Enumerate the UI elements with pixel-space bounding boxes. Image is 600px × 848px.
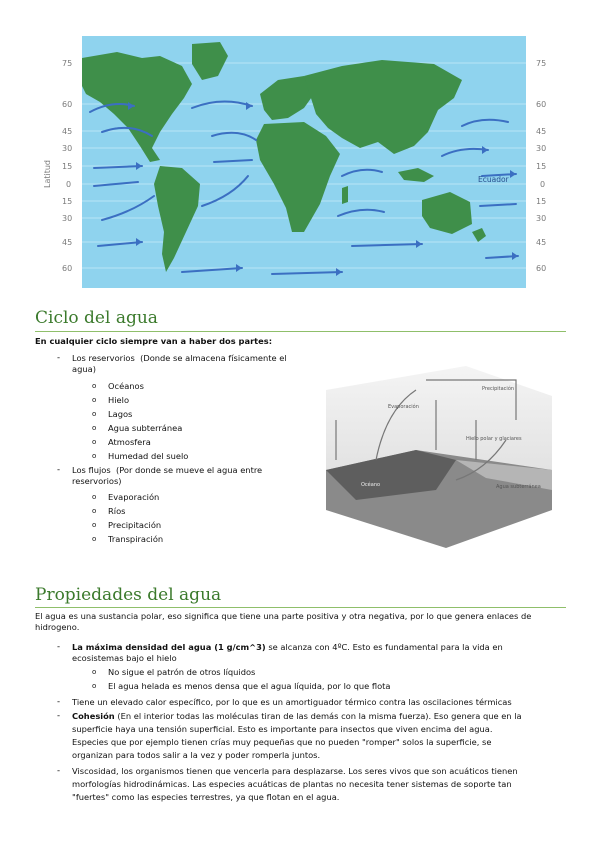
circle-bullet: o [92, 521, 97, 529]
water-cycle-illustration [316, 360, 552, 548]
flujo-item: Ríos [108, 506, 126, 516]
evaporacion-label: Evaporación [388, 404, 419, 410]
hielo-label: Hielo polar y glaciares [466, 436, 522, 442]
lat-left-label: 45 [62, 127, 73, 136]
lat-labels-left [62, 59, 72, 273]
densidad-line2: ecosistemas bajo el hielo [72, 653, 177, 663]
lat-left-label: 45 [62, 238, 73, 247]
circle-bullet: o [92, 493, 97, 501]
densidad-bold: La máxima densidad del agua (1 g/cm^3) [72, 642, 266, 652]
equator-label: Ecuador [478, 175, 509, 184]
lat-right-label: 75 [536, 59, 547, 68]
reservorios-item [72, 353, 310, 375]
reservorio-item: Hielo [108, 395, 130, 405]
lat-right-label: 30 [536, 214, 547, 223]
dash-bullet: - [57, 353, 61, 363]
lat-left-label: 60 [62, 100, 73, 109]
circle-bullet: o [92, 668, 97, 676]
densidad-rest: se alcanza con 4ºC. Esto es fundamental para la vida en [268, 642, 503, 652]
reservorio-item: Humedad del suelo [108, 451, 189, 461]
ocean-currents-map [42, 36, 566, 288]
agua-subterranea-label: Agua subterránea [496, 484, 541, 490]
reservorio-item: Lagos [108, 409, 133, 419]
circle-bullet: o [92, 382, 97, 390]
lat-labels-right [536, 59, 546, 273]
lat-right-label: 45 [536, 238, 547, 247]
propiedades-divider [35, 607, 566, 608]
densidad-sub2: El agua helada es menos densa que el agua líquida, por lo que flota [108, 681, 391, 691]
ciclo-divider [35, 331, 566, 332]
propiedades-intro-1: El agua es una sustancia polar, eso significa que tiene una parte positiva y otra negativa, por lo que genera enlaces de [35, 611, 532, 621]
reservorios-label: Los reservorios [72, 353, 135, 363]
lat-left-label: 30 [62, 214, 73, 223]
oceano-label: Océano [361, 482, 381, 488]
reservorio-item: Océanos [108, 381, 144, 391]
flujos-item [72, 465, 292, 487]
lat-left-label: 15 [62, 162, 73, 171]
viscosidad-line2: morfologías hidrodinámicas. Las especies acuáticas de plantas no necesita tener sistemas de soporte tan [72, 779, 512, 789]
lat-left-label: 15 [62, 197, 73, 206]
lat-right-label: 15 [536, 162, 547, 171]
lat-left-label: 60 [62, 264, 73, 273]
lat-right-label: 60 [536, 264, 547, 273]
viscosidad-line1: Viscosidad, los organismos tienen que vencerla para desplazarse. Los seres vivos que son acuáticos tienen [72, 766, 518, 776]
circle-bullet: o [92, 410, 97, 418]
densidad-sub1: No sigue el patrón de otros líquidos [108, 667, 256, 677]
lat-right-label: 30 [536, 144, 547, 153]
cohesion-line2: superficie haya una tensión superficial. Esto es importante para insectos que viven encima del agua. [72, 724, 493, 734]
reservorios-note: (Donde se almacena físicamente el agua) [72, 353, 287, 374]
viscosidad-line3: "fuertes" como las especies terrestres, ya que flotan en el agua. [72, 792, 340, 802]
reservorio-item: Agua subterránea [108, 423, 183, 433]
lat-right-label: 45 [536, 127, 547, 136]
calor-item: Tiene un elevado calor específico, por lo que es un amortiguador térmico contra las oscilaciones térmicas [72, 697, 512, 707]
propiedades-heading: Propiedades del agua [35, 585, 222, 605]
reservorio-item: Atmosfera [108, 437, 151, 447]
lat-left-label: 75 [62, 59, 73, 68]
cohesion-rest: (En el interior todas las moléculas tiran de las demás con la misma fuerza). Eso genera que en la [117, 711, 522, 721]
flujo-item: Precipitación [108, 520, 162, 530]
flujos-note: (Por donde se mueve el agua entre reservorios) [72, 465, 263, 486]
lat-left-label: 0 [66, 180, 72, 189]
circle-bullet: o [92, 438, 97, 446]
cohesion-line3: Especies que por ejemplo tienen crías muy pequeñas que no pueden "romper" solos la superficie, se [72, 737, 492, 747]
dash-bullet: - [57, 711, 61, 721]
dash-bullet: - [57, 465, 61, 475]
lat-right-label: 0 [540, 180, 546, 189]
madagascar [342, 186, 348, 204]
cohesion-line4: organizan para todos salir a la vez y poder romperla juntos. [72, 750, 321, 760]
circle-bullet: o [92, 424, 97, 432]
propiedades-intro-2: hidrogeno. [35, 622, 80, 632]
lat-right-label: 60 [536, 100, 547, 109]
circle-bullet: o [92, 396, 97, 404]
circle-bullet: o [92, 682, 97, 690]
lat-right-label: 15 [536, 197, 547, 206]
latitude-axis-label: Latitud [43, 159, 52, 188]
dash-bullet: - [57, 766, 61, 776]
dash-bullet: - [57, 642, 61, 652]
densidad-item [72, 642, 503, 653]
dash-bullet: - [57, 697, 61, 707]
circle-bullet: o [92, 535, 97, 543]
ciclo-intro: En cualquier ciclo siempre van a haber dos partes: [35, 336, 273, 346]
cohesion-bold: Cohesión [72, 711, 115, 721]
flujos-label: Los flujos [72, 465, 111, 475]
cohesion-item [72, 711, 522, 722]
currents-map-graphic [42, 36, 566, 288]
flujo-item: Transpiración [108, 534, 164, 544]
lat-left-label: 30 [62, 144, 73, 153]
water-cycle-graphic [316, 360, 552, 548]
precipitacion-label: Precipitación [482, 386, 515, 392]
flujo-item: Evaporación [108, 492, 160, 502]
circle-bullet: o [92, 452, 97, 460]
ciclo-heading: Ciclo del agua [35, 308, 158, 328]
circle-bullet: o [92, 507, 97, 515]
